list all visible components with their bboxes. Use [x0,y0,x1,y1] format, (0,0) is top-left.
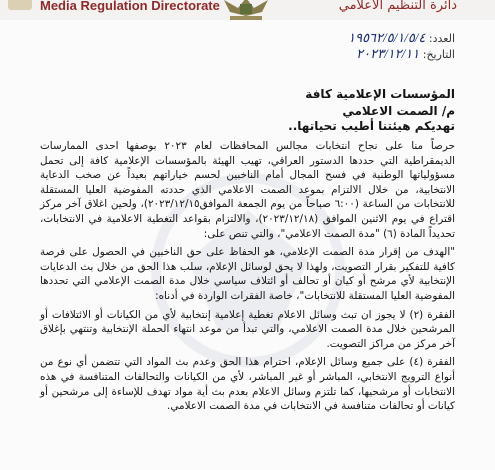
department-name-english: Media Regulation Directorate [40,0,220,13]
reference-number-row [305,30,455,46]
subject-line: م/ الصمت الاعلامي [342,104,455,118]
reference-date-row [305,46,455,62]
greeting-line: تهديكم هيئتنا أطيب تحياتها.. [288,119,455,133]
department-name-arabic: دائرة التنظيم الاعلامي [338,0,457,13]
authority-logo-icon [6,0,34,16]
reference-number-value: ١٩٥٦٢/٥/١/٥/٤ [348,30,426,45]
body-paragraph-clause-4: الفقرة (٤) على جميع وسائل الإعلام، احترام هذا الحق وعدم بث المواد التي تتضمن أي نوع من أنواع الترويج الانتخابي، المباشر أو غير المباشر، لأي من الكيانات والتحالفات المتنافسة في هذه الانتخابات أو مرشحيها، كما تلتزم وسائل الاعلام بعدم بث أية مواد تهدف للإساءة إلى مرشحين أو كيانات أو تحالفات متنافسة في الانتخابات في مدة الصمت الاعلامي. [40,356,455,413]
body-paragraph-clause-2: الفقرة (٢) لا يجوز ان تبث وسائل الاعلام تغطية إعلامية إنتخابية لأي من الكيانات أو الائتلافات أو المرشحين خلال مدة الصمت الاعلامي، والتي تبدأ من موعد انتهاء الحملة الإنتخابية وتنتهي بإغلاق آخر مركز من مراكز التصويت. [40,308,455,350]
iraq-eagle-emblem-icon [218,0,274,22]
body-paragraph-quote: "الهدف من إقرار مدة الصمت الإعلامي، هو الحفاظ على حق الناخبين في الحصول على فرصة كافية للتفكير بقرار التصويت، ولهذا لا يحق لوسائل الإعلام، سلب هذا الحق من خلال بث الدعايات الإنتخابية لأي مرشح أو كيان أو تحالف أو ائتلاف سياسي خلال مدة الصمت الإعلامي التي تحددها المفوضية العليا المستقلة للانتخابات"، خاصة الفقرات الواردة في أدناه: [40,246,455,302]
reference-date-label: التاريخ: [422,48,455,61]
body-paragraph-intro: حرصاً منا على نجاح انتخابات مجالس المحافظات لعام ٢٠٢٣ بوصفها احدى الممارسات الديمقراطية التي حددها الدستور العراقي، تهيب الهيئة بالمؤسسات الإعلامية كافة إلى تحمل مسؤولياتها الوطنية في فسح المجال أمام الناخبين لحسم خياراتهم بعيداً عن صخب الدعاية الانتخابية، من خلال الالتزام بموعد الصمت الاعلامي الذي حددته المفوضية العليا المستقلة للانتخابات من الساعة (٦:٠٠ صباحاً من يوم الجمعة الموافق٢٠٢٣/١٢/١٥)، ولحين اغلاق آخر مركز اقتراع في يوم الاثنين الموافق (٢٠٢٣/١٢/١٨)، والالتزام بقواعد التغطية الاعلامية في الانتخابات، تحديداً المادة (٦) "مدة الصمت الاعلامي"، والتي تنص على: [40,140,456,240]
recipient-line: المؤسسات الإعلامية كافة [305,87,455,101]
reference-date-value: ٢٠٢٣/١٢/١١ [356,46,420,61]
reference-number-label: العدد: [428,32,455,45]
reference-block [305,30,455,62]
recipient-block [305,86,455,120]
letter-body [40,139,455,418]
